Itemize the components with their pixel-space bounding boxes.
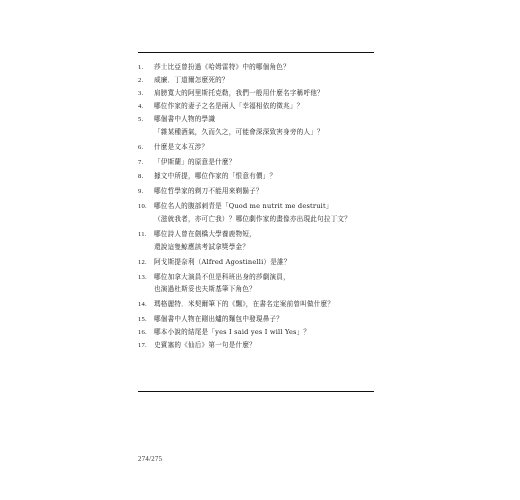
question-number: 16. [138, 329, 147, 337]
question-item-8 [138, 172, 378, 182]
question-item-1 [138, 63, 378, 73]
question-item-17 [138, 341, 378, 351]
question-number: 12. [138, 258, 147, 266]
question-number: 3. [138, 89, 144, 97]
question-number: 17. [138, 342, 147, 350]
question-text: 「伊斯蘭」的原意是什麼？ [154, 157, 236, 166]
question-number: 6. [138, 143, 144, 151]
question-item-15 [138, 315, 378, 325]
question-item-3 [138, 89, 378, 99]
page-number: 274/275 [138, 456, 163, 463]
question-text-continued: 也演過杜斯妥也夫斯基筆下角色？ [154, 285, 256, 294]
question-item-13 [138, 273, 378, 295]
question-text-continued: 還說這隻鯨應該考試拿獎學金？ [154, 242, 250, 251]
question-text: 什麼是文本互涉？ [154, 142, 209, 151]
question-number: 1. [138, 64, 144, 71]
top-rule [138, 52, 374, 53]
question-text: 哪位作家的妻子之名是兩人「幸福相依的徵兆」？ [154, 101, 304, 110]
question-text-continued: （滋就我者，亦可亡我）？哪位劇作家的畫像亦出現此句拉丁文？ [154, 215, 352, 224]
question-text: 肩膀寬大的阿里斯托克勒，我們一般用什麼名字稱呼他？ [154, 88, 324, 97]
question-number: 7. [138, 158, 144, 166]
question-text-continued: 「雜某種酒氣，久而久之，可能會深深致害身旁的人」？ [154, 127, 324, 136]
question-text: 瑪格麗特．米契爾筆下的《飄》，在書名定案前曾叫做什麼？ [154, 300, 335, 309]
question-text: 威廉．丁道爾怎麼死的？ [154, 75, 229, 84]
question-item-2 [138, 76, 378, 86]
question-text: 莎士比亞曾扮過《哈姆雷特》中的哪個角色？ [154, 63, 290, 71]
question-item-11 [138, 230, 378, 252]
question-list [138, 63, 378, 351]
question-text: 哪位詩人曾在劍橋大學養鹿物短， [154, 230, 256, 239]
question-item-12 [138, 258, 378, 268]
question-text: 哪位名人的腹部刺青是「Quod me nutrit me destruit」 [154, 202, 333, 211]
question-number: 2. [138, 76, 144, 84]
question-number: 15. [138, 316, 147, 324]
question-number: 11. [138, 231, 147, 239]
question-item-5 [138, 115, 378, 137]
question-text: 據文中所提，哪位作家的「恨意有價」？ [154, 172, 277, 181]
question-text: 哪個書中人物的學識 [154, 114, 216, 123]
bottom-rule [138, 391, 374, 392]
question-item-7 [138, 158, 378, 168]
question-number: 10. [138, 203, 147, 211]
question-text: 哪本小說的結尾是「yes I said yes I will Yes」？ [154, 328, 311, 337]
question-item-16 [138, 328, 378, 338]
question-text: 阿戈斯提奈利（Alfred Agostinelli）是誰？ [154, 257, 291, 266]
question-text: 哪位哲學家的剃刀不能用來剃鬍子？ [154, 187, 263, 196]
question-text: 哪個書中人物在剛出爐的麵包中發現鼻子？ [154, 315, 284, 324]
question-item-14 [138, 300, 378, 310]
question-number: 9. [138, 188, 144, 196]
question-item-10 [138, 202, 378, 224]
question-item-9 [138, 187, 378, 197]
question-text: 哪位加拿大演員不但是科班出身的莎劇演員， [154, 272, 290, 281]
question-item-4 [138, 102, 378, 112]
question-text: 史賓塞的《仙后》第一句是什麼？ [154, 341, 256, 350]
question-number: 14. [138, 301, 147, 309]
question-item-6 [138, 143, 378, 153]
question-number: 5. [138, 115, 144, 123]
question-number: 13. [138, 273, 147, 281]
question-number: 8. [138, 173, 144, 181]
question-number: 4. [138, 102, 144, 110]
